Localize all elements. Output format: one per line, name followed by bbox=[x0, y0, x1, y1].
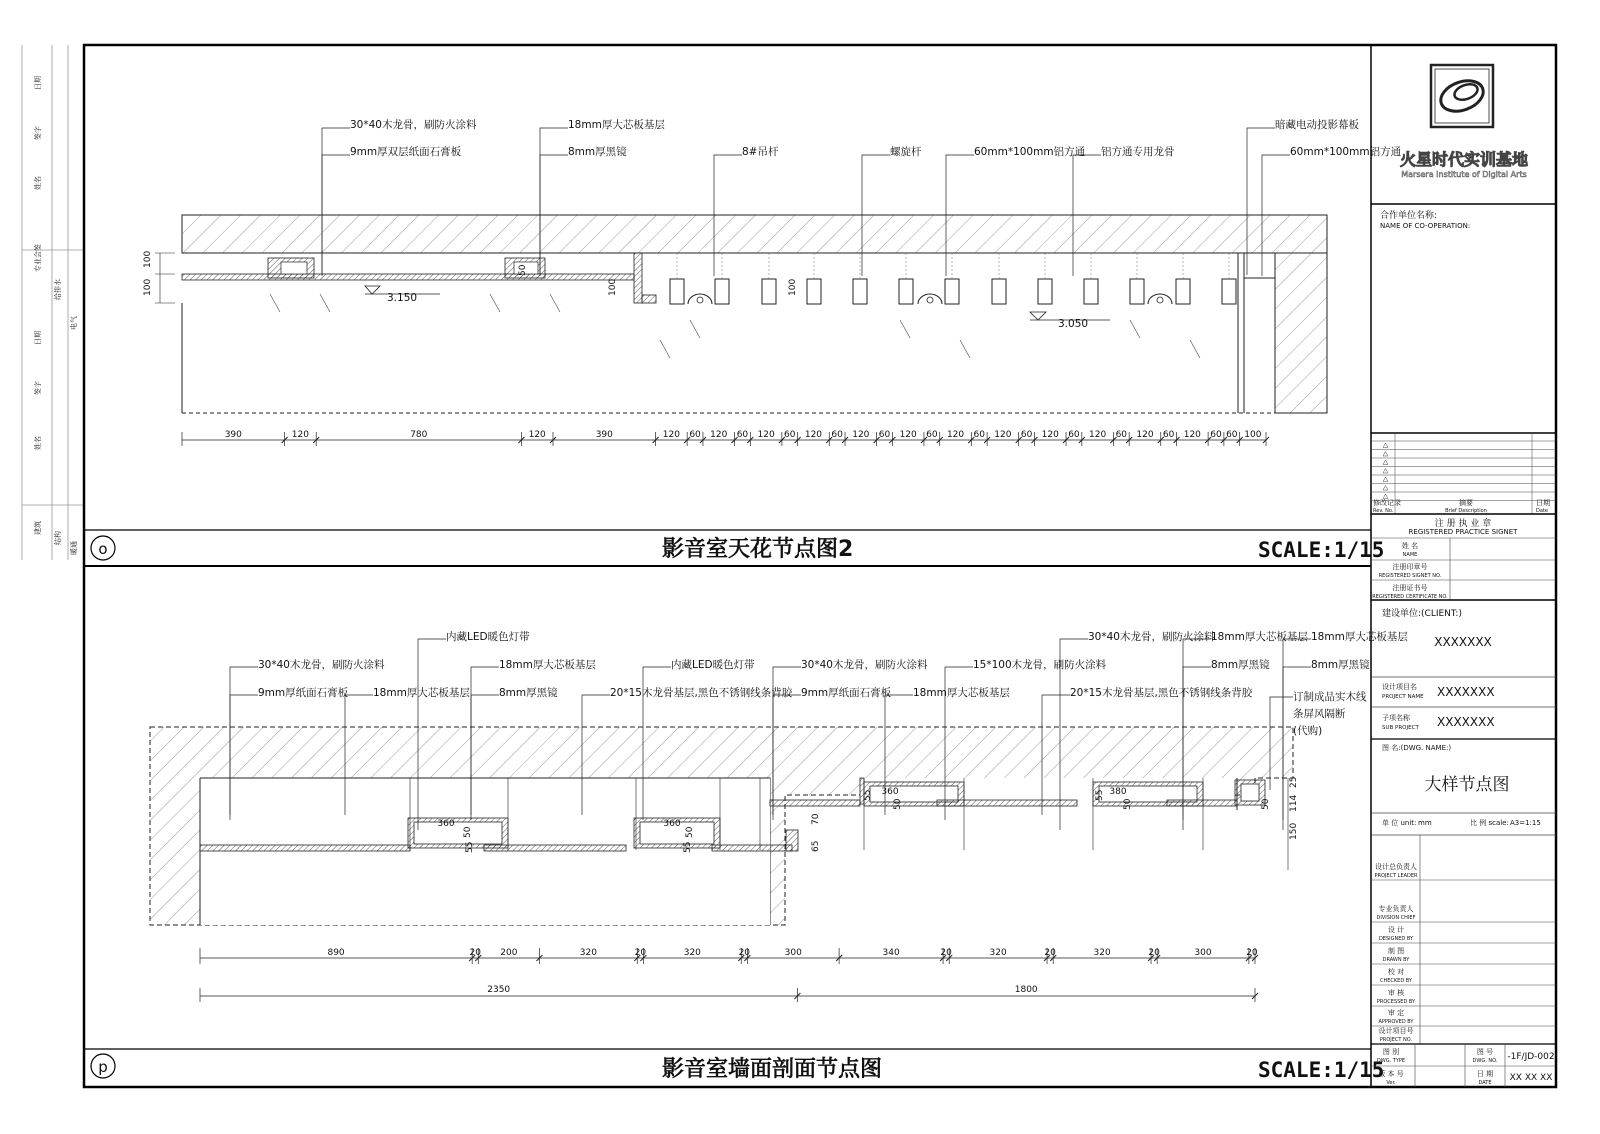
sign-row-cn: 审 定 bbox=[1387, 1009, 1405, 1017]
strip-label: 电气 bbox=[70, 316, 78, 330]
level-marker-3150 bbox=[365, 286, 440, 304]
wall-panel bbox=[786, 830, 798, 851]
logo-cn: 火星时代实训基地 bbox=[1399, 150, 1529, 169]
signet-no-cn: 注册印章号 bbox=[1392, 563, 1428, 571]
aluminium-slat bbox=[992, 279, 1006, 304]
dimension-value: 60 bbox=[878, 430, 891, 440]
callout-label: 9mm厚纸面石膏板 bbox=[258, 687, 349, 699]
strip-label: 签字 bbox=[34, 126, 42, 140]
dimension-value: 120 bbox=[291, 430, 309, 440]
wall-panel bbox=[200, 845, 410, 851]
dimension-value: 120 bbox=[1041, 430, 1059, 440]
dimension-value: 120 bbox=[899, 430, 917, 440]
signet-cn: 注 册 执 业 章 bbox=[1434, 519, 1492, 529]
callout-label: 8mm厚黑镜 bbox=[568, 146, 627, 158]
dimension-value: 60 bbox=[1115, 430, 1128, 440]
callout-label: 60mm*100mm铝方通 bbox=[974, 146, 1086, 158]
dimension-value: 200 bbox=[500, 948, 518, 958]
ver-en: Ver. bbox=[1386, 1080, 1396, 1086]
sign-row-cn: 设 计 bbox=[1387, 926, 1405, 934]
strip-label: 姓名 bbox=[34, 436, 42, 450]
dimension-value: 20 bbox=[1246, 948, 1258, 958]
wall-panel bbox=[712, 845, 792, 851]
date-value: XX XX XX bbox=[1509, 1073, 1553, 1083]
dimension-value: 60 bbox=[1020, 430, 1033, 440]
revision-triangle bbox=[1383, 460, 1388, 465]
dimension-value: 120 bbox=[710, 430, 728, 440]
callout-label: 8mm厚黑镜 bbox=[1311, 659, 1370, 671]
name-en: NAME bbox=[1402, 552, 1418, 558]
callout-label: 8mm厚黑镜 bbox=[499, 687, 558, 699]
date-cn: 日 期 bbox=[1476, 1070, 1494, 1078]
aluminium-slat bbox=[853, 279, 867, 304]
downlight bbox=[1148, 294, 1172, 304]
small-dim: 50 bbox=[893, 798, 903, 810]
small-dim: 55 bbox=[683, 841, 693, 853]
callout-label: 8#吊杆 bbox=[742, 146, 779, 158]
dimension-value: 320 bbox=[579, 948, 597, 958]
company-logo bbox=[1400, 65, 1528, 179]
dimension-value: 120 bbox=[1089, 430, 1107, 440]
callout-label: 铝方通专用龙骨 bbox=[1101, 146, 1175, 158]
dimension-value: 100 bbox=[1244, 430, 1262, 440]
small-dim: 100 bbox=[788, 278, 798, 296]
dimension-value: 20 bbox=[738, 948, 751, 958]
dimension-value: 60 bbox=[689, 430, 701, 440]
callout-label: 15*100木龙骨，刷防火涂料 bbox=[973, 659, 1107, 671]
strip-label: 暖通 bbox=[70, 541, 78, 555]
cert-cn: 注册证书号 bbox=[1392, 584, 1428, 592]
small-dim: 55 bbox=[863, 789, 873, 801]
sign-row-en: CHECKED BY bbox=[1380, 978, 1412, 984]
project-value: XXXXXXX bbox=[1437, 685, 1495, 699]
revision-triangle bbox=[1383, 477, 1388, 482]
dimension-value: 120 bbox=[662, 430, 680, 440]
dimension-value: 300 bbox=[784, 948, 802, 958]
name-cn: 姓 名 bbox=[1401, 542, 1419, 550]
ver-cn: 版 本 号 bbox=[1378, 1070, 1404, 1078]
callout-label: 18mm厚大芯板基层 bbox=[499, 659, 596, 671]
unit-value: mm bbox=[1418, 819, 1432, 827]
sign-row-cn: 专业负责人 bbox=[1378, 905, 1414, 913]
sign-row-en: DIVISION CHIEF bbox=[1376, 915, 1416, 921]
callout-label: 18mm厚大芯板基层 bbox=[373, 687, 470, 699]
callout-label: 30*40木龙骨，刷防火涂料 bbox=[1088, 631, 1215, 643]
small-dim: 50 bbox=[518, 264, 528, 276]
aluminium-slat bbox=[762, 279, 776, 304]
rev-mark-en: Rev. No. bbox=[1373, 508, 1394, 514]
rev-desc-cn: 摘要 bbox=[1459, 499, 1473, 507]
sign-row-en: PROJECT NO. bbox=[1379, 1037, 1413, 1043]
dimension-value: 60 bbox=[926, 430, 938, 440]
callout-label: 30*40木龙骨，刷防火涂料 bbox=[350, 119, 477, 131]
strip-label: 日期 bbox=[34, 331, 42, 345]
small-dim: 114 bbox=[1289, 794, 1299, 812]
callout-label: 18mm厚大芯板基层 bbox=[913, 687, 1010, 699]
drawing-1-title: 影音室天花节点图2 bbox=[662, 537, 854, 562]
cert-en: REGISTERED CERTIFICATE NO. bbox=[1372, 594, 1448, 600]
callout-label: 9mm厚双层纸面石膏板 bbox=[350, 146, 462, 158]
small-dim: 100 bbox=[608, 278, 618, 296]
callout-label: 订制成品实木线 bbox=[1293, 691, 1367, 703]
sign-row-cn: 设计总负责人 bbox=[1375, 863, 1417, 871]
aluminium-slat bbox=[1130, 279, 1144, 304]
dimension-value: 120 bbox=[1136, 430, 1154, 440]
dimension-value: 120 bbox=[528, 430, 546, 440]
scale-value: A3=1:15 bbox=[1510, 819, 1541, 827]
callout-label: 30*40木龙骨，刷防火涂料 bbox=[258, 659, 385, 671]
dimension-value: 120 bbox=[757, 430, 775, 440]
project-cn: 设计项目名 bbox=[1382, 683, 1417, 691]
rev-mark-cn: 修改记录 bbox=[1373, 499, 1401, 507]
small-dim: 50 bbox=[1261, 798, 1271, 810]
dimension-value: 60 bbox=[973, 430, 985, 440]
detail-letter-o: o bbox=[98, 540, 108, 558]
dwgno-cn: 图 号 bbox=[1476, 1048, 1494, 1056]
strip-label: 建筑 bbox=[34, 521, 42, 535]
sub-en: SUB PROJECT bbox=[1382, 725, 1419, 731]
strip-label: 结构 bbox=[54, 531, 62, 545]
sign-row-cn: 校 对 bbox=[1387, 968, 1405, 976]
dimension-value: 60 bbox=[1068, 430, 1080, 440]
dimension-value: 20 bbox=[1044, 948, 1056, 958]
logo-en: Marsera Institute of Digital Arts bbox=[1401, 170, 1527, 179]
coop-en: NAME OF CO-OPERATION: bbox=[1380, 222, 1471, 230]
small-dim: 65 bbox=[811, 840, 821, 852]
callout-label: 内藏LED暖色灯带 bbox=[671, 659, 755, 671]
rev-date-en: Date bbox=[1536, 508, 1548, 514]
right-wall bbox=[1275, 253, 1327, 413]
dimension-value: 320 bbox=[1093, 948, 1111, 958]
level-3050-text: 3.050 bbox=[1058, 318, 1089, 330]
aluminium-slat bbox=[1222, 279, 1236, 304]
dimension-value: 120 bbox=[946, 430, 965, 440]
drawing-2-title: 影音室墙面剖面节点图 bbox=[662, 1057, 883, 1082]
small-dim: 150 bbox=[1289, 822, 1299, 840]
revision-triangle bbox=[1383, 494, 1388, 499]
small-dim: 100 bbox=[143, 250, 153, 268]
small-dim: 380 bbox=[1109, 787, 1127, 797]
sign-row-cn: 制 图 bbox=[1387, 947, 1405, 955]
sub-cn: 子项名称 bbox=[1382, 714, 1410, 722]
callout-label: 螺旋杆 bbox=[890, 146, 922, 158]
drawing-2-scale: SCALE:1/15 bbox=[1258, 1058, 1385, 1082]
callout-label: (代购) bbox=[1293, 725, 1323, 737]
aluminium-slat bbox=[1176, 279, 1190, 304]
small-dim: 25 bbox=[1289, 776, 1299, 788]
dimension-value: 60 bbox=[1162, 430, 1175, 440]
wall-panel bbox=[937, 800, 1077, 806]
small-dim: 100 bbox=[143, 278, 153, 296]
revision-triangle bbox=[1383, 486, 1388, 491]
scale-label: 比 例 scale: bbox=[1470, 819, 1509, 827]
dimension-value: 60 bbox=[831, 430, 843, 440]
dimension-value: 60 bbox=[784, 430, 796, 440]
unit-label: 单 位 unit: bbox=[1382, 819, 1417, 827]
dimension-value: 20 bbox=[469, 948, 481, 958]
dimension-value: 780 bbox=[410, 430, 428, 440]
strip-label: 日期 bbox=[34, 76, 42, 90]
small-dim: 50 bbox=[463, 826, 473, 838]
dimension-value: 300 bbox=[1194, 948, 1212, 958]
project-en: PROJECT NAME bbox=[1382, 694, 1424, 700]
small-dim: 55 bbox=[465, 841, 475, 853]
dwgno-en: DWG. NO. bbox=[1472, 1058, 1498, 1064]
wood-batten bbox=[414, 822, 502, 844]
aluminium-slat bbox=[899, 279, 913, 304]
dimension-value: 390 bbox=[595, 430, 613, 440]
sign-row-en: PROJECT LEADER bbox=[1374, 873, 1418, 879]
wall-panel bbox=[1167, 800, 1237, 806]
callout-label: 18mm厚大芯板基层 bbox=[1311, 631, 1408, 643]
date-en: DATE bbox=[1478, 1080, 1492, 1086]
small-dim: 55 bbox=[1095, 789, 1105, 801]
type-en: DWG. TYPE bbox=[1376, 1058, 1406, 1064]
rev-desc-en: Brief Description bbox=[1445, 508, 1487, 514]
callout-label: 暗藏电动投影幕板 bbox=[1275, 119, 1359, 131]
aluminium-slat bbox=[1084, 279, 1098, 304]
callout-label: 8mm厚黑镜 bbox=[1211, 659, 1270, 671]
dimension-value: 20 bbox=[940, 948, 952, 958]
total-dimension-value: 2350 bbox=[487, 985, 511, 995]
dwgno-value: -1F/JD-002 bbox=[1507, 1052, 1555, 1062]
dimension-value: 320 bbox=[683, 948, 701, 958]
strip-label: 给排水 bbox=[54, 279, 62, 300]
aluminium-slat bbox=[715, 279, 729, 304]
sub-value: XXXXXXX bbox=[1437, 715, 1495, 729]
client-value: XXXXXXX bbox=[1434, 635, 1492, 649]
revision-triangle bbox=[1383, 452, 1388, 457]
level-3150-text: 3.150 bbox=[387, 292, 418, 304]
dimension-value: 120 bbox=[804, 430, 823, 440]
small-dim: 50 bbox=[685, 826, 695, 838]
level-marker-3050 bbox=[1030, 312, 1110, 330]
signet-en: REGISTERED PRACTICE SIGNET bbox=[1408, 528, 1518, 536]
callout-label: 内藏LED暖色灯带 bbox=[446, 631, 530, 643]
small-dim: 70 bbox=[811, 813, 821, 825]
downlight bbox=[918, 294, 942, 304]
callout-label: 30*40木龙骨，刷防火涂料 bbox=[801, 659, 928, 671]
dimension-value: 120 bbox=[852, 430, 870, 440]
aluminium-slat bbox=[1038, 279, 1052, 304]
detail-letter-p: p bbox=[98, 1058, 108, 1076]
dimension-value: 340 bbox=[882, 948, 900, 958]
small-dim: 360 bbox=[881, 787, 899, 797]
callout-label: 18mm厚大芯板基层 bbox=[1211, 631, 1308, 643]
aluminium-slat bbox=[670, 279, 684, 304]
sign-row-en: PROCESSED BY bbox=[1376, 999, 1416, 1005]
strip-label: 姓名 bbox=[34, 176, 42, 190]
dimension-value: 320 bbox=[989, 948, 1007, 958]
dimension-value: 890 bbox=[327, 948, 345, 958]
dimension-value: 390 bbox=[224, 430, 242, 440]
callout-label: 20*15木龙骨基层,黑色不锈钢线条背胶 bbox=[1070, 687, 1253, 699]
wood-batten bbox=[1241, 784, 1259, 801]
ceiling-detail-drawing bbox=[143, 128, 1327, 446]
aluminium-slat bbox=[807, 279, 821, 304]
dwg-name-label: 图 名:(DWG. NAME:) bbox=[1382, 744, 1452, 752]
sign-row-cn: 审 核 bbox=[1387, 989, 1405, 997]
dimension-value: 60 bbox=[1226, 430, 1238, 440]
left-binding-strip bbox=[22, 45, 84, 560]
gypsum-ceiling bbox=[182, 274, 634, 280]
small-dim: 50 bbox=[1123, 798, 1133, 810]
small-dim: 360 bbox=[437, 819, 455, 829]
total-dimension-value: 1800 bbox=[1014, 985, 1038, 995]
revision-triangle bbox=[1383, 443, 1388, 448]
rev-date-cn: 日期 bbox=[1536, 499, 1550, 507]
signet-no-en: REGISTERED SIGNET NO. bbox=[1378, 573, 1442, 579]
dimension-value: 20 bbox=[634, 948, 647, 958]
dwg-name: 大样节点图 bbox=[1424, 775, 1510, 795]
sign-row-en: DRAWN BY bbox=[1382, 957, 1410, 963]
small-dim: 360 bbox=[663, 819, 681, 829]
revision-triangle bbox=[1383, 469, 1388, 474]
sign-row-cn: 设计项目号 bbox=[1378, 1027, 1414, 1035]
strip-label: 签字 bbox=[34, 381, 42, 395]
ceiling-slab bbox=[182, 215, 1327, 253]
title-block bbox=[1371, 65, 1556, 1087]
drawing-1-scale: SCALE:1/15 bbox=[1258, 538, 1385, 562]
client-label: 建设单位:(CLIENT:) bbox=[1382, 609, 1462, 619]
coop-cn: 合作单位名称: bbox=[1380, 211, 1438, 221]
dimension-value: 20 bbox=[1148, 948, 1160, 958]
callout-label: 60mm*100mm铝方通 bbox=[1290, 146, 1402, 158]
callout-label: 18mm厚大芯板基层 bbox=[568, 119, 665, 131]
sign-row-en: DESIGNED BY bbox=[1378, 936, 1414, 942]
callout-label: 9mm厚纸面石膏板 bbox=[801, 687, 892, 699]
dimension-value: 120 bbox=[994, 430, 1012, 440]
type-cn: 图 别 bbox=[1382, 1048, 1400, 1056]
wall-panel bbox=[770, 800, 860, 806]
downlight bbox=[688, 294, 712, 304]
dimension-value: 60 bbox=[1210, 430, 1222, 440]
dimension-value: 120 bbox=[1183, 430, 1201, 440]
callout-label: 20*15木龙骨基层,黑色不锈钢线条背胶 bbox=[610, 687, 793, 699]
aluminium-slat bbox=[945, 279, 959, 304]
sign-row-en: APPROVED BY bbox=[1378, 1019, 1414, 1025]
strip-label: 专业会签 bbox=[34, 244, 42, 272]
dimension-value: 60 bbox=[736, 430, 749, 440]
callout-label: 条屏风隔断 bbox=[1293, 708, 1346, 720]
